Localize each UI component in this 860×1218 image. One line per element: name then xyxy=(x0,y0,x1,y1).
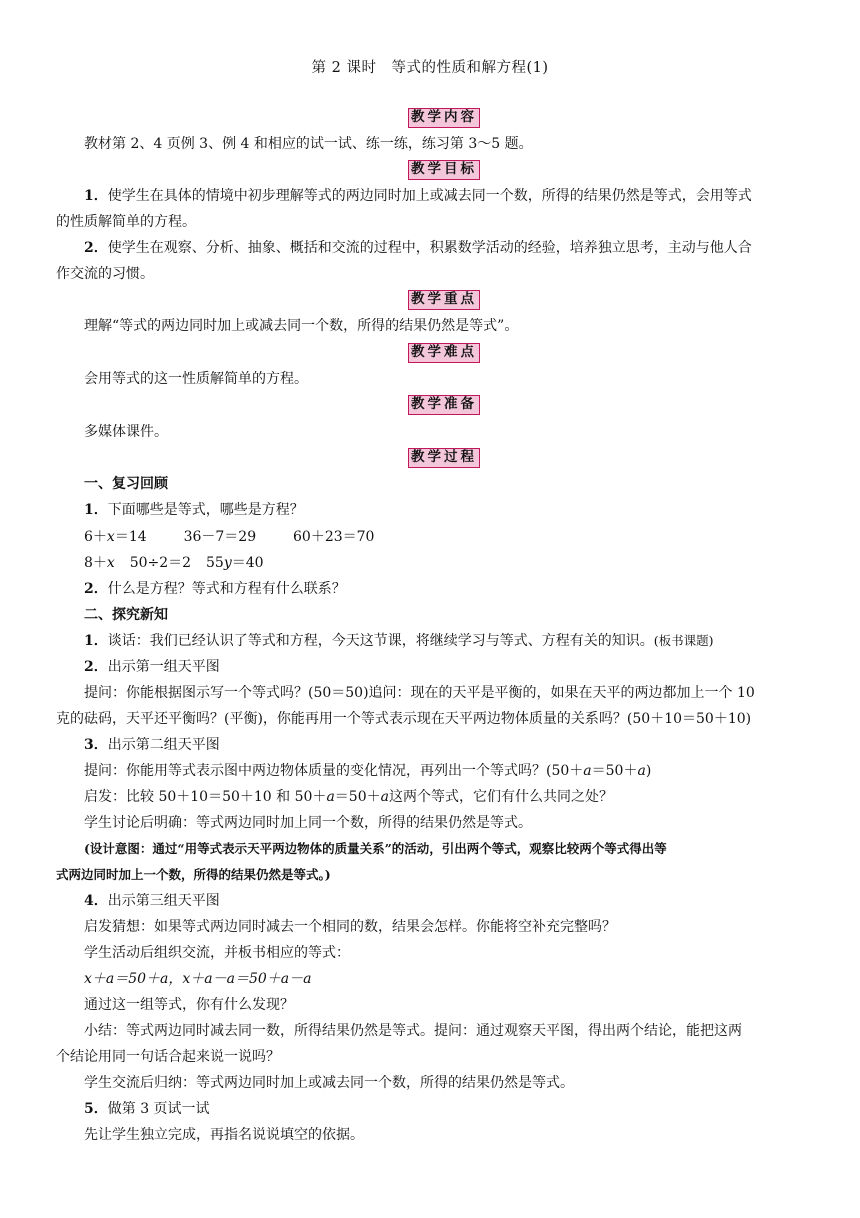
page-title: 第 2 课时 等式的性质和解方程(1) xyxy=(311,60,549,76)
preparation-text: 多媒体课件。 xyxy=(84,424,168,440)
step-3-prompt: 启发：比较 50＋10＝50＋10 和 50＋a＝50＋a这两个等式，它们有什么共同之处？ xyxy=(84,789,613,805)
section-heading-preparation: 教学准备 xyxy=(408,395,480,415)
objective-1-continued: 的性质解简单的方程。 xyxy=(56,214,196,230)
design-note-continued: 式两边同时加上一个数，所得的结果仍然是等式。) xyxy=(56,867,331,882)
explore-step-1: 1．谈话：我们已经认识了等式和方程，今天这节课，将继续学习与等式、方程有关的知识。(板书课题) xyxy=(84,633,714,649)
objective-text: 使学生在具体的情境中初步理解等式的两边同时加上或减去同一个数，所得的结果仍然是等式，会用等式 xyxy=(107,188,752,204)
explore-step-2: 2．出示第一组天平图 xyxy=(84,659,220,675)
review-question-1: 1．下面哪些是等式，哪些是方程？ xyxy=(84,502,304,518)
content-text: 教材第 2、4 页例 3、例 4 和相应的试一试、练一练，练习第 3～5 题。 xyxy=(84,136,533,152)
objective-text: 使学生在观察、分析、抽象、概括和交流的过程中，积累数学活动的经验，培养独立思考，主动与他人合 xyxy=(107,240,752,256)
section-heading-key-points: 教学重点 xyxy=(408,290,480,310)
equation: 8＋x xyxy=(84,555,115,571)
step-4-conclusion: 学生交流后归纳：等式两边同时加上或减去同一个数，所得的结果仍然是等式。 xyxy=(84,1075,574,1091)
step-4-summary: 小结：等式两边同时减去同一数，所得结果仍然是等式。提问：通过观察天平图，得出两个结论，能把这两 xyxy=(84,1023,742,1039)
step-4-discovery: 通过这一组等式，你有什么发现？ xyxy=(84,997,294,1013)
section-heading-teaching-objectives: 教学目标 xyxy=(408,160,480,180)
explore-step-3: 3．出示第二组天平图 xyxy=(84,737,220,753)
key-points-text: 理解“等式的两边同时加上或减去同一个数，所得的结果仍然是等式”。 xyxy=(84,318,519,334)
section-heading-process: 教学过程 xyxy=(408,448,480,468)
step-4-activity: 学生活动后组织交流，并板书相应的等式： xyxy=(84,945,350,961)
review-question-2: 2．什么是方程？等式和方程有什么联系？ xyxy=(84,581,346,597)
equation: 6＋x＝14 xyxy=(84,529,147,545)
explore-step-5: 5．做第 3 页试一试 xyxy=(84,1101,210,1117)
objective-2 xyxy=(84,238,814,258)
equation-row-2 xyxy=(84,553,814,573)
equation: 60＋23＝70 xyxy=(293,529,375,545)
board-note: (板书课题) xyxy=(653,633,714,648)
design-note: (设计意图：通过“用等式表示天平两边物体的质量关系”的活动，引出两个等式，观察比较两个等式得出等 xyxy=(84,841,667,856)
section-heading-teaching-content: 教学内容 xyxy=(408,108,480,128)
equation: 55y＝40 xyxy=(206,555,264,571)
equation: 50÷2＝2 xyxy=(129,555,192,571)
step-2-question: 提问：你能根据图示写一个等式吗？(50＝50)追问：现在的天平是平衡的，如果在天平的两边都加上一个 10 xyxy=(84,685,755,701)
objective-number: 2． xyxy=(84,240,108,256)
step-4-summary-continued: 个结论用同一句话合起来说一说吗？ xyxy=(56,1049,280,1065)
objective-1 xyxy=(84,186,814,206)
equation: 36－7＝29 xyxy=(183,529,257,545)
step-3-conclusion: 学生讨论后明确：等式两边同时加上同一个数，所得的结果仍然是等式。 xyxy=(84,815,532,831)
explore-heading: 二、探究新知 xyxy=(84,607,168,623)
step-4-guess: 启发猜想：如果等式两边同时减去一个相同的数，结果会怎样。你能将空补充完整吗？ xyxy=(84,919,616,935)
objective-2-continued: 作交流的习惯。 xyxy=(56,266,154,282)
step-5-instruction: 先让学生独立完成，再指名说说填空的依据。 xyxy=(84,1127,364,1143)
equation-row-1 xyxy=(84,527,814,547)
step-3-question: 提问：你能用等式表示图中两边物体质量的变化情况，再列出一个等式吗？(50＋a＝50＋a) xyxy=(84,763,652,779)
explore-step-4: 4．出示第三组天平图 xyxy=(84,893,220,909)
review-heading: 一、复习回顾 xyxy=(84,476,168,492)
objective-number: 1． xyxy=(84,188,108,204)
step-2-question-continued: 克的砝码，天平还平衡吗？(平衡)，你能再用一个等式表示现在天平两边物体质量的关系吗？(50＋10＝50＋10) xyxy=(56,711,752,727)
section-heading-difficulties: 教学难点 xyxy=(408,343,480,363)
difficulties-text: 会用等式的这一性质解简单的方程。 xyxy=(84,371,308,387)
step-4-equations: x＋a＝50＋a，x＋a－a＝50＋a－a xyxy=(84,971,312,987)
